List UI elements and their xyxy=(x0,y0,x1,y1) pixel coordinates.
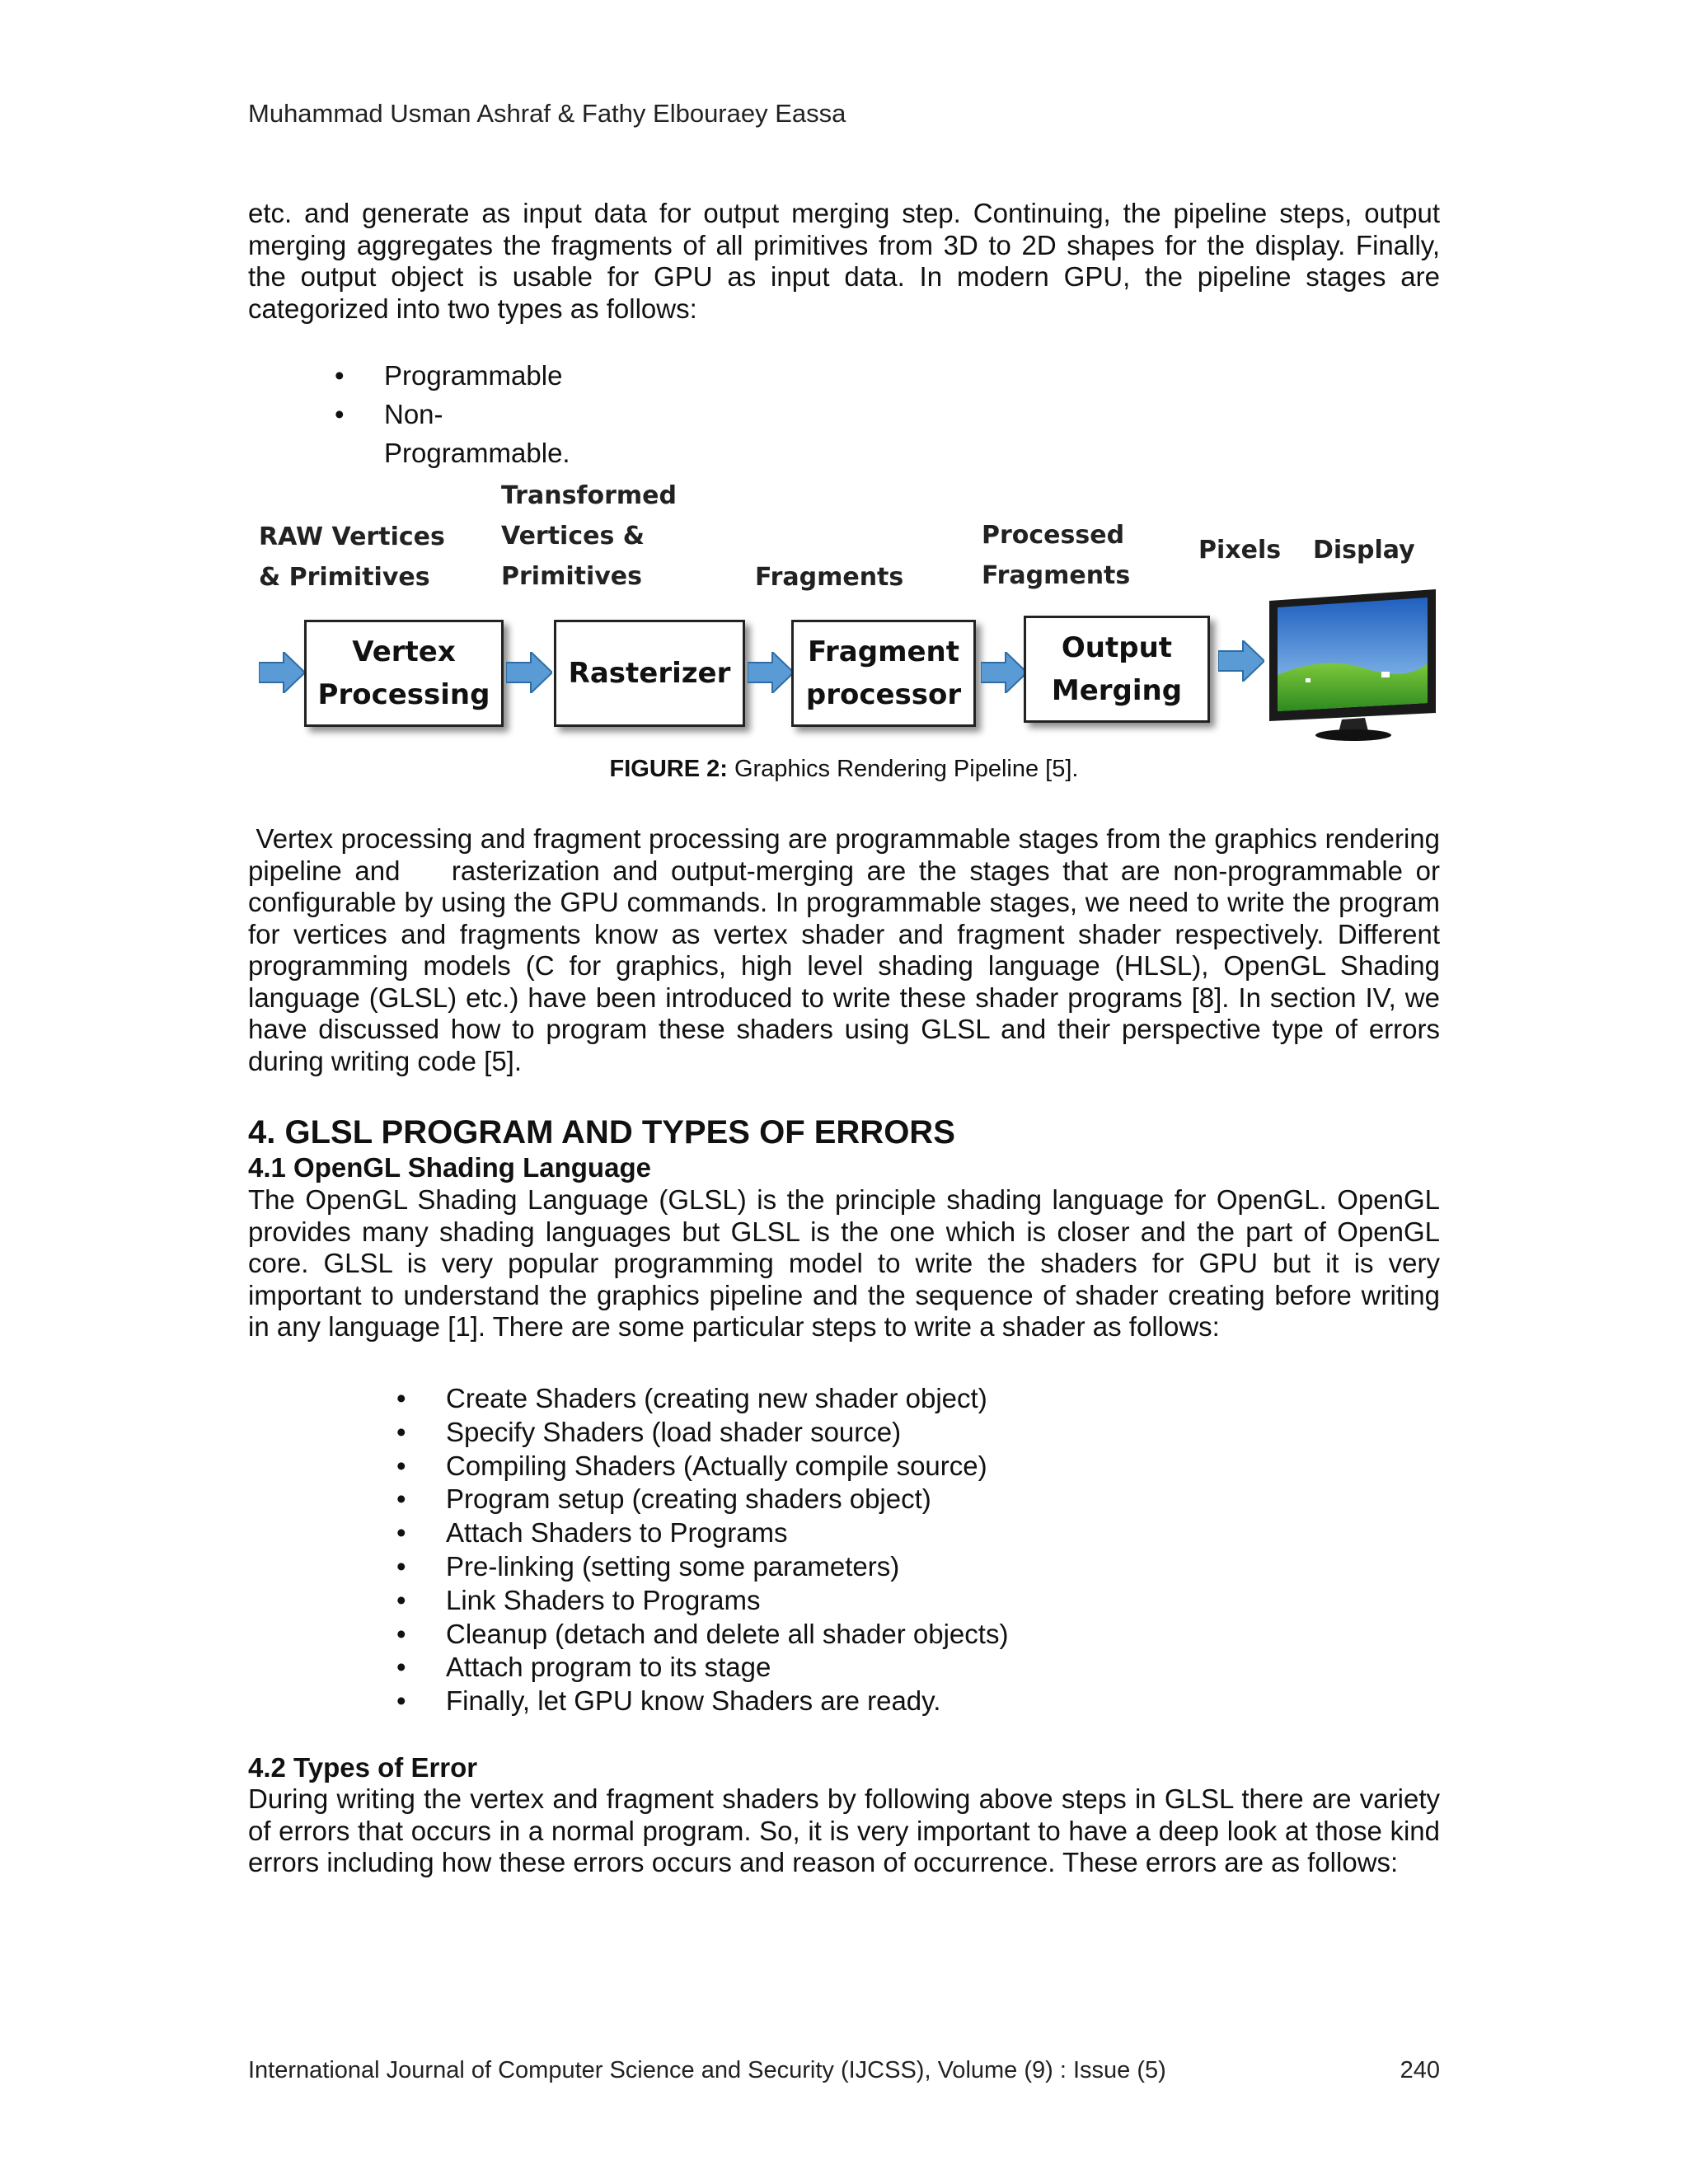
bullet: • xyxy=(396,1685,406,1717)
box-vertex-processing: Vertex Processing xyxy=(304,620,504,727)
arrow-icon xyxy=(748,652,794,693)
label-transformed-vertices: Transformed Vertices & Primitives xyxy=(501,481,677,591)
intro-paragraph: etc. and generate as input data for output merging step. Continuing, the pipeline steps, output merging aggregates the fragments of all primitives from 3D to 2D shapes for the display. Finally, the output object is usable for GPU as input data. In modern GPU, the pipeline stages are categorized into two types as follows: xyxy=(248,198,1440,324)
box-output-merging: Output Merging xyxy=(1024,616,1210,723)
running-header: Muhammad Usman Ashraf & Fathy Elbouraey Eassa xyxy=(248,99,846,128)
caption-label: FIGURE 2: xyxy=(609,756,728,782)
paragraph-glsl: The OpenGL Shading Language (GLSL) is the principle shading language for OpenGL. OpenGL provides many shading languages but GLSL is the one which is closer and the part of OpenGL core. GLSL is very popular programming model to write the shaders for GPU but it is very important to understand the graphics pipeline and the sequence of shader creating before writing in any language [1]. There are some particular steps to write a shader as follows: xyxy=(248,1184,1440,1342)
bullet: • xyxy=(335,399,345,429)
journal-citation: International Journal of Computer Science and Security (IJCSS), Volume (9) : Issue (5) xyxy=(248,2057,1166,2083)
paragraph-programmable-stages: Vertex processing and fragment processing are programmable stages from the graphics rendering pipeline and rasterization and output-merging are the stages that are non-programmable or configurable by using the GPU commands. In programmable stages, we need to write the program for vertices and fragments know as vertex shader and fragment shader respectively. Different programming models (C for graphics, high level shading language (HLSL), OpenGL Shading language (GLSL) etc.) have been introduced to write these shader programs [8]. In section IV, we have discussed how to program these shaders using GLSL and their perspective type of errors during writing code [5]. xyxy=(248,823,1448,1076)
section-heading: 4. GLSL PROGRAM AND TYPES OF ERRORS xyxy=(248,1114,955,1151)
bullet: • xyxy=(396,1483,406,1515)
page-number: 240 xyxy=(1400,2057,1440,2083)
arrow-icon xyxy=(259,652,305,693)
label-display: Display xyxy=(1313,536,1415,565)
arrow-icon xyxy=(981,652,1027,693)
monitor-icon xyxy=(1266,589,1439,742)
bullet: • xyxy=(396,1550,406,1582)
arrow-icon xyxy=(1218,640,1264,682)
pipeline-figure xyxy=(247,474,1451,754)
subsection-heading-glsl: 4.1 OpenGL Shading Language xyxy=(248,1152,651,1183)
bullet: • xyxy=(396,1652,406,1683)
bullet: • xyxy=(396,1517,406,1549)
label-raw-vertices: RAW Vertices & Primitives xyxy=(259,523,445,592)
label-pixels: Pixels xyxy=(1198,536,1282,565)
bullet: • xyxy=(396,1416,406,1447)
box-fragment-processor: Fragment processor xyxy=(791,620,976,727)
figure-caption xyxy=(0,756,1688,783)
bullet: • xyxy=(396,1584,406,1615)
label-processed-fragments: Processed Fragments xyxy=(982,521,1131,590)
label-fragments: Fragments xyxy=(755,563,904,592)
paragraph-errors: During writing the vertex and fragment shaders by following above steps in GLSL there are variety of errors that occurs in a normal program. So, it is very important to have a deep look at those kind errors including how these errors occurs and reason of occurrence. These errors are as follows: xyxy=(248,1783,1440,1877)
arrow-icon xyxy=(506,652,552,693)
page-footer xyxy=(248,2057,1440,2084)
bullet: • xyxy=(335,360,345,391)
bullet: • xyxy=(396,1618,406,1649)
paper-page: Muhammad Usman Ashraf & Fathy Elbouraey Eassa etc. and generate as input data for output merging step. Continuing, the pipeline steps, output merging aggregates the fragments of all primitives from 3D to 2D shapes for the display. Finally, the output object is usable for GPU as input data. In modern GPU, the pipeline stages are categorized into two types as follows: • Programmable • Non-Programmable. RAW Vertices & Primitives Transformed Vertices & Primitives Fragments Processed Fragments Pixels Display Vertex Processing Rasterizer Fragment processor Output Merging FIGURE 2: Graphics Rendering Pipeline [5]. Vertex processing and fragment processing are programmable stages from the graphics rendering pipeline and rasterization and output-merging are the stages that are non-programmable or configurable by using the GPU commands. In programmable stages, we need to write the program for vertices and fragments know as vertex shader and fragment shader respectively. Different programming models (C for graphics, high level shading language (HLSL), OpenGL Shading language (GLSL) etc.) have been introduced to write these shader programs [8]. In section IV, we have discussed how to program these shaders using GLSL and their perspective type of errors during writing code [5]. 4. GLSL PROGRAM AND TYPES OF ERRORS 4.1 OpenGL Shading Language The OpenGL Shading Language (GLSL) is the principle shading language for OpenGL. OpenGL provides many shading languages but GLSL is the one which is closer and the part of OpenGL core. GLSL is very popular programming model to write the shaders for GPU but it is very important to understand the graphics pipeline and the sequence of shader creating before writing in any language [1]. There are some particular steps to write a shader as follows: • Create Shaders (creating new shader object) • Specify Shaders (load shader source) • Compiling Shaders (Actually compile source) • Program setup (creating shaders object) • Attach Shaders to Programs • Pre-linking (setting some parameters) • Link Shaders to Programs • Cleanup (detach and delete all shader objects) • Attach program to its stage • Finally, let GPU know Shaders are ready. 4.2 Types of Error During writing the vertex and fragment shaders by following above steps in GLSL there are variety of errors that occurs in a normal program. So, it is very important to have a deep look at those kind errors including how these errors occurs and reason of occurrence. These errors are as follows: International Journal of Computer Science and Security (IJCSS), Volume (9) : Issue (5) 240 xyxy=(0,0,1688,2184)
subsection-heading-errors: 4.2 Types of Error xyxy=(248,1752,478,1783)
bullet: • xyxy=(396,1383,406,1413)
box-rasterizer: Rasterizer xyxy=(554,620,745,727)
bullet: • xyxy=(396,1450,406,1481)
caption-text: Graphics Rendering Pipeline [5]. xyxy=(727,756,1079,782)
